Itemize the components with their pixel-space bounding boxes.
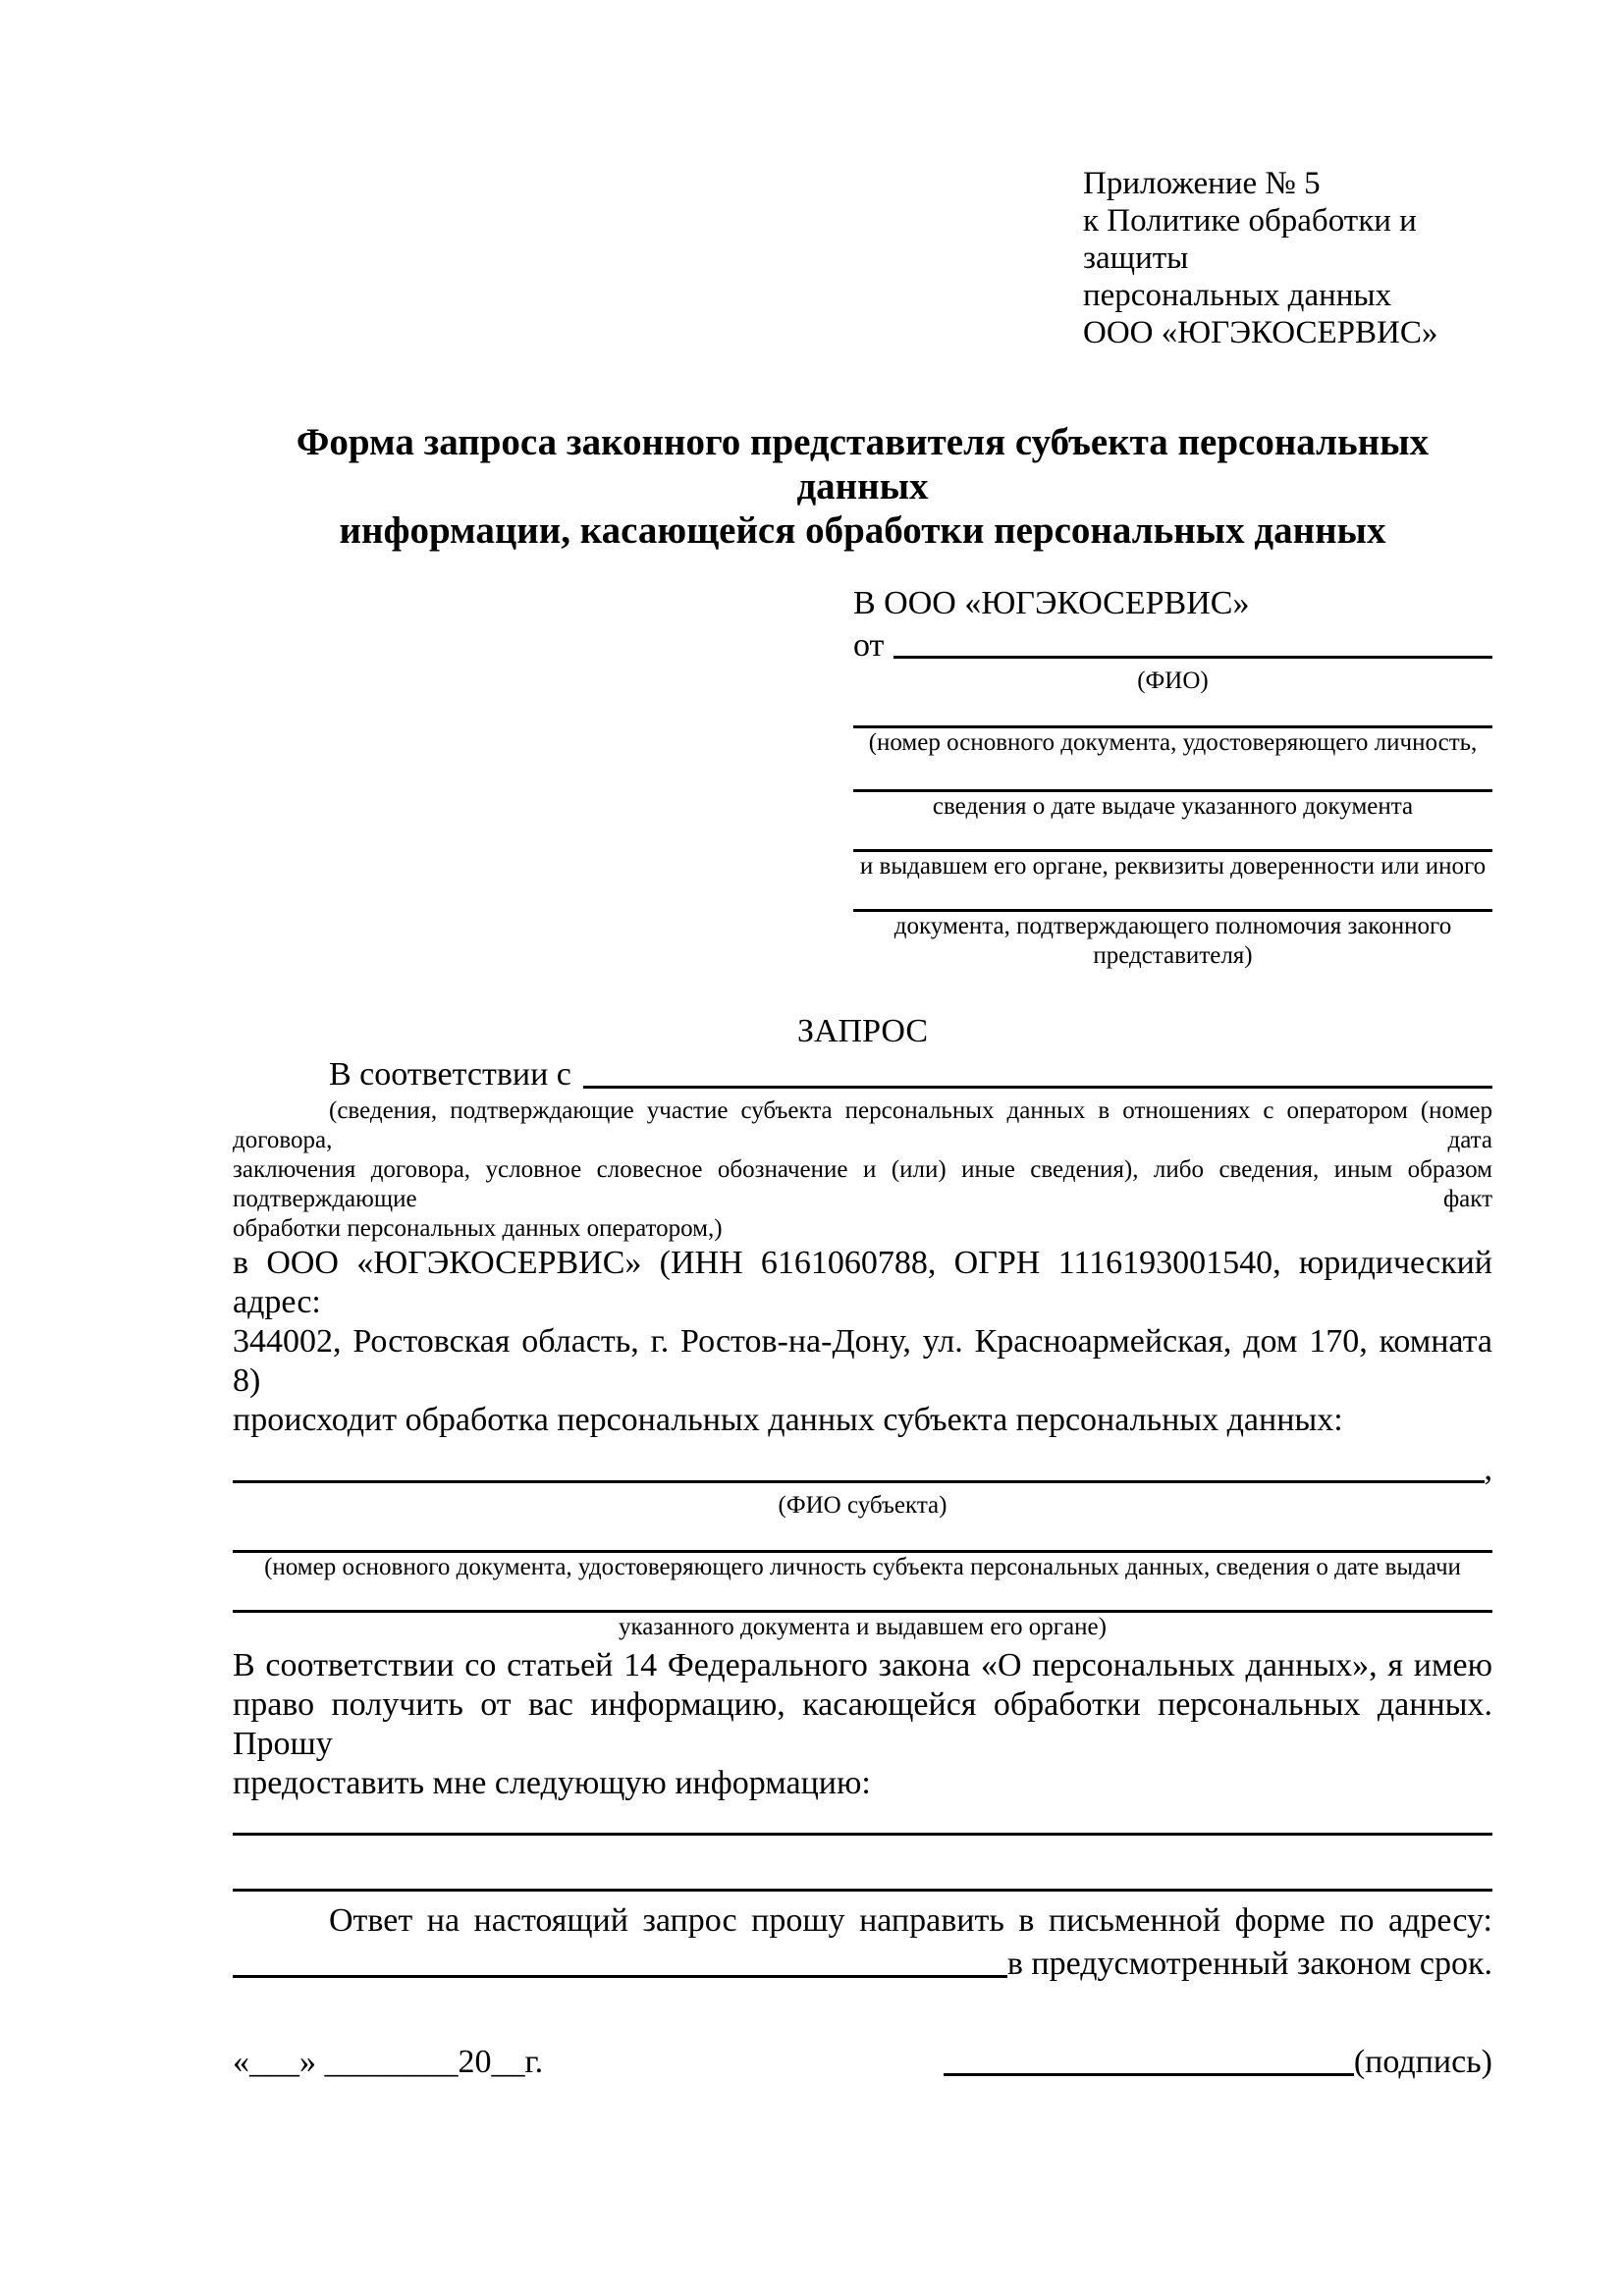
form-title-line: информации, касающейся обработки персональных данных: [339, 509, 1386, 552]
from-label: от: [853, 627, 885, 664]
blank-line: [233, 1889, 1492, 1892]
request-heading: ЗАПРОС: [796, 1013, 929, 1049]
signature-blank-line: [944, 2073, 1354, 2076]
basis-blank-line: [583, 1086, 1492, 1089]
basis-caption-line: (сведения, подтверждающие участие субъекта персональных данных в отношениях с оператором (номер договора, дата: [233, 1097, 1492, 1153]
doc-caption: документа, подтверждающего полномочия законного представителя): [893, 913, 1452, 969]
doc-caption: (номер основного документа, удостоверяющего личность,: [868, 729, 1478, 756]
date-line: «___» ________20__г.: [233, 2044, 544, 2080]
blank-line: [853, 696, 1492, 728]
blank-line: [233, 1521, 1492, 1553]
subject-doc-caption: (номер основного документа, удостоверяющего личность субъекта персональных данных, сведения о дате выдачи: [264, 1554, 1461, 1580]
blank-line: [233, 1582, 1492, 1613]
appendix-line: персональных данных: [1083, 278, 1392, 313]
appendix-line: Приложение № 5: [1083, 166, 1321, 201]
answer-address-field-row: [233, 1943, 1492, 1986]
basis-caption-line: обработки персональных данных оператором,): [233, 1215, 723, 1242]
subject-fio-field-row: [233, 1448, 1492, 1491]
basis-field-row: [233, 1053, 1492, 1096]
doc-caption: и выдавшем его органе, реквизиты доверенности или иного: [859, 853, 1487, 880]
footer-row: [233, 2041, 1492, 2084]
basis-label: В соответствии с: [329, 1056, 571, 1093]
doc-caption: сведения о дате выдаче указанного документа: [932, 793, 1414, 820]
appendix-line: к Политике обработки и защиты: [1083, 203, 1417, 276]
law-line: предоставить мне следующую информацию:: [233, 1765, 871, 1801]
law-line: право получить от вас информацию, касающейся обработки персональных данных. Прошу: [233, 1686, 1492, 1762]
appendix-header: [1083, 165, 1492, 351]
form-title: [233, 420, 1492, 553]
answer-paragraph: Ответ на настоящий запрос прошу направить в письменной форме по адресу:: [329, 1902, 1492, 1939]
law-paragraph: [233, 1646, 1492, 1803]
form-title-line: Форма запроса законного представителя субъекта персональных данных: [296, 421, 1430, 507]
answer-address-blank-line: [233, 1975, 1007, 1978]
basis-caption: [233, 1096, 1492, 1244]
operator-line: происходит обработка персональных данных субъекта персональных данных:: [233, 1402, 1343, 1438]
signature-block: [944, 2041, 1492, 2084]
subject-fio-caption: (ФИО субъекта): [778, 1492, 947, 1519]
blank-line: [233, 1833, 1492, 1836]
blank-line: [853, 881, 1492, 912]
from-blank-line: [893, 656, 1492, 659]
answer-tail: в предусмотренный законом срок.: [1006, 1946, 1492, 1982]
law-line: В соответствии со статьей 14 Федерального закона «О персональных данных», я имею: [233, 1647, 1492, 1683]
signature-caption: (подпись): [1353, 2044, 1492, 2080]
blank-line: [853, 822, 1492, 852]
document-content: [233, 0, 1492, 2084]
operator-paragraph: [233, 1244, 1492, 1440]
blank-line: [853, 758, 1492, 792]
appendix-line: ООО «ЮГЭКОСЕРВИС»: [1083, 315, 1438, 350]
addressee-block: [853, 582, 1492, 971]
subject-line-suffix: ,: [1484, 1451, 1492, 1487]
addressee-to: В ООО «ЮГЭКОСЕРВИС»: [853, 585, 1250, 621]
operator-line: в ООО «ЮГЭКОСЕРВИС» (ИНН 6161060788, ОГРН 1116193001540, юридический адрес:: [233, 1245, 1492, 1320]
subject-fio-blank-line: [233, 1480, 1485, 1483]
operator-line: 344002, Ростовская область, г. Ростов-на-Дону, ул. Красноармейская, дом 170, комната 8): [233, 1323, 1492, 1399]
from-field-row: [853, 624, 1492, 667]
subject-doc-caption: указанного документа и выдавшем его органе): [619, 1614, 1107, 1640]
basis-caption-line: заключения договора, условное словесное обозначение и (или) иные сведения), либо сведения, иным образом подтверждающие факт: [233, 1156, 1492, 1212]
fio-caption: (ФИО): [1137, 667, 1209, 694]
